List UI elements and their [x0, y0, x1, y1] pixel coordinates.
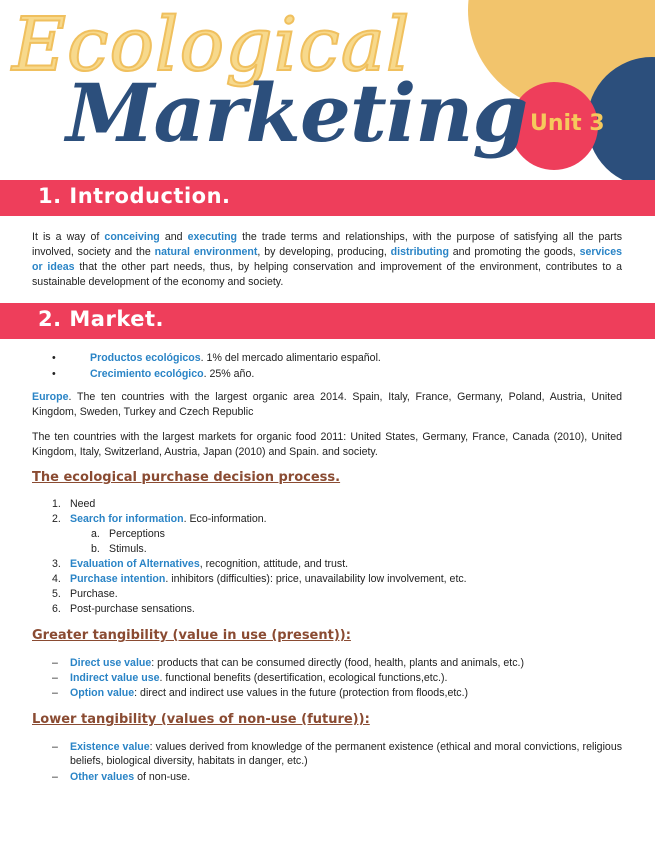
keyword: natural environment	[154, 246, 258, 258]
keyword: Direct use value	[70, 657, 152, 669]
list-text: . 25% año.	[203, 368, 255, 380]
list-text: : products that can be consumed directly (food, health, plants and animals, etc.)	[151, 657, 525, 669]
list-number: 2.	[52, 513, 61, 525]
dash-marker: –	[52, 741, 58, 753]
keyword: Other values	[70, 771, 135, 783]
keyword: Indirect value use	[70, 672, 160, 684]
markets-paragraph	[32, 430, 622, 460]
dash-marker: –	[52, 771, 58, 783]
intro-paragraph	[32, 230, 622, 290]
title-ecological: Ecological	[12, 2, 411, 88]
europe-paragraph	[32, 390, 622, 420]
keyword: Europe	[32, 391, 69, 403]
keyword: Option value	[70, 687, 135, 699]
list-number: 3.	[52, 558, 61, 570]
keyword: Evaluation of Alternatives	[70, 558, 200, 570]
keyword: Existence value	[70, 741, 150, 753]
keyword: distributing	[390, 246, 449, 258]
list-text: . functional benefits (desertification, ecological functions,etc.).	[159, 672, 448, 684]
keyword: executing	[187, 231, 238, 243]
dash-marker: –	[52, 687, 58, 699]
keyword: Search for information	[70, 513, 184, 525]
keyword: Purchase intention	[70, 573, 166, 585]
subheading-greater-tangibility: Greater tangibility (value in use (present)):	[32, 628, 351, 643]
list-text: , recognition, attitude, and trust.	[199, 558, 349, 570]
list-text: : direct and indirect use values in the future (protection from floods,etc.)	[134, 687, 469, 699]
keyword: Productos ecológicos	[90, 352, 201, 364]
list-text: Stimuls.	[109, 543, 147, 555]
title-marketing: Marketing	[66, 66, 528, 160]
list-number: 1.	[52, 498, 61, 510]
intro-text: the trade terms and relationships, with the purpose of satisfying all the parts involved, society and the	[32, 231, 623, 258]
intro-text: that the other part needs, thus, by helping conservation and improvement of the environment, contributes to a sustainable development of the economy and society.	[32, 261, 622, 288]
subheading-lower-tangibility: Lower tangibility (values of non-use (future)):	[32, 712, 370, 727]
list-text: Perceptions	[109, 528, 165, 540]
intro-text: and	[159, 231, 188, 243]
list-text: . Eco-information.	[183, 513, 267, 525]
list-text: Post-purchase sensations.	[70, 603, 195, 615]
bullet-dot: •	[52, 368, 56, 380]
markets-text: The ten countries with the largest markets for organic food 2011: United States, Germany, France, Canada (2010), United Kingdom, Italy, Switzerland, Austria, Japan (2010) and Spain. and society.	[32, 431, 622, 458]
dash-marker: –	[52, 672, 58, 684]
section-band-introduction	[0, 180, 655, 216]
dash-marker: –	[52, 657, 58, 669]
list-text: Need	[70, 498, 96, 510]
list-letter: b.	[91, 543, 100, 555]
subheading-purchase-process: The ecological purchase decision process.	[32, 470, 341, 485]
list-letter: a.	[91, 528, 100, 540]
unit-label: Unit 3	[530, 111, 605, 136]
list-number: 6.	[52, 603, 61, 615]
list-number: 4.	[52, 573, 61, 585]
list-text: . 1% del mercado alimentario español.	[200, 352, 381, 364]
section-heading-market: 2. Market.	[38, 307, 164, 331]
keyword: Crecimiento ecológico	[90, 368, 204, 380]
list-text: Purchase.	[70, 588, 118, 600]
list-text: : values derived from knowledge of the permanent existence (ethical and moral convictions, religious beliefs, biological diversity, habitats in danger, etc.)	[70, 741, 623, 767]
list-text: of non-use.	[134, 771, 191, 783]
intro-text: , by developing, producing,	[257, 246, 391, 258]
intro-text: and promoting the goods,	[448, 246, 580, 258]
list-number: 5.	[52, 588, 61, 600]
europe-text: . The ten countries with the largest organic area 2014. Spain, Italy, France, Germany, Poland, Austria, United Kingdom, Sweden, Turkey and Czech Republic	[32, 391, 622, 418]
section-band-market	[0, 303, 655, 339]
list-text: . inhibitors (difficulties): price, unavailability low involvement, etc.	[165, 573, 467, 585]
keyword: conceiving	[104, 231, 160, 243]
keyword: services or ideas	[32, 246, 622, 273]
bullet-dot: •	[52, 352, 56, 364]
section-heading-introduction: 1. Introduction.	[38, 184, 231, 208]
intro-text: It is a way of	[32, 231, 105, 243]
